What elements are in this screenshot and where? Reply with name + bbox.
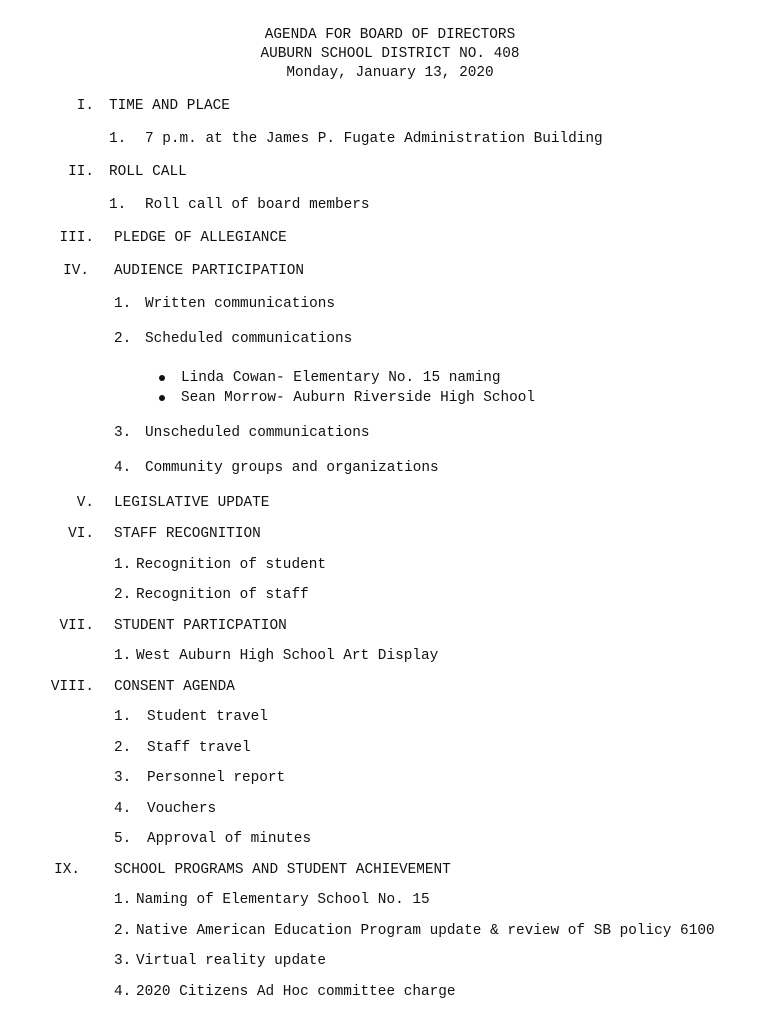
header-district: AUBURN SCHOOL DISTRICT NO. 408 (260, 46, 520, 62)
header-title: AGENDA FOR BOARD OF DIRECTORS (264, 27, 516, 43)
item-text: 2020 Citizens Ad Hoc committee charge (136, 984, 456, 1000)
item-text: Community groups and organizations (145, 460, 439, 476)
section-numeral: II. (68, 164, 94, 180)
agenda-header (0, 26, 770, 83)
section-numeral: VI. (68, 526, 94, 542)
section-title: ROLL CALL (109, 164, 187, 180)
item-number: 1. (114, 557, 132, 573)
item-text: Recognition of staff (136, 587, 309, 603)
item-number: 1. (114, 648, 132, 664)
bullet-text: Sean Morrow- Auburn Riverside High School (181, 390, 536, 406)
item-number: 1. (114, 296, 132, 312)
item-number: 3. (114, 770, 132, 786)
item-text: Written communications (145, 296, 335, 312)
item-number: 3. (114, 425, 132, 441)
item-number: 4. (114, 460, 132, 476)
item-number: 2. (114, 331, 132, 347)
section-title: CONSENT AGENDA (114, 679, 235, 695)
section-numeral: IX. (54, 862, 80, 878)
item-text: Recognition of student (136, 557, 326, 573)
section-title: STAFF RECOGNITION (114, 526, 261, 542)
section-numeral: III. (59, 230, 94, 246)
section-title: LEGISLATIVE UPDATE (114, 495, 270, 511)
item-number: 4. (114, 984, 132, 1000)
item-number: 2. (114, 740, 132, 756)
item-text: Naming of Elementary School No. 15 (136, 892, 430, 908)
item-number: 1. (114, 892, 132, 908)
section-numeral: IV. (63, 263, 89, 279)
item-text: Virtual reality update (136, 953, 326, 969)
item-number: 1. (109, 131, 127, 147)
bullet-text: Linda Cowan- Elementary No. 15 naming (181, 370, 501, 386)
item-text: Native American Education Program update & review of SB policy 6100 (136, 923, 715, 939)
item-number: 2. (114, 587, 132, 603)
section-title: TIME AND PLACE (109, 98, 230, 114)
section-title: PLEDGE OF ALLEGIANCE (114, 230, 287, 246)
item-text: West Auburn High School Art Display (136, 648, 439, 664)
item-text: Unscheduled communications (145, 425, 370, 441)
section-title: SCHOOL PROGRAMS AND STUDENT ACHIEVEMENT (114, 862, 451, 878)
item-number: 1. (109, 197, 127, 213)
bullet-icon (159, 395, 165, 401)
item-number: 2. (114, 923, 132, 939)
item-text: 7 p.m. at the James P. Fugate Administration Building (145, 131, 603, 147)
item-text: Personnel report (147, 770, 286, 786)
bullet-icon (159, 375, 165, 381)
item-number: 1. (114, 709, 132, 725)
section-numeral: VIII. (50, 679, 94, 695)
item-number: 3. (114, 953, 132, 969)
item-text: Vouchers (147, 801, 217, 817)
section-title: AUDIENCE PARTICIPATION (114, 263, 304, 279)
item-text: Roll call of board members (145, 197, 370, 213)
header-date: Monday, January 13, 2020 (286, 65, 494, 81)
item-text: Approval of minutes (147, 831, 312, 847)
item-number: 5. (114, 831, 132, 847)
item-text: Staff travel (147, 740, 251, 756)
section-numeral: V. (76, 495, 94, 511)
item-text: Scheduled communications (145, 331, 353, 347)
section-numeral: I. (76, 98, 94, 114)
section-title: STUDENT PARTICPATION (114, 618, 287, 634)
section-numeral: VII. (59, 618, 94, 634)
item-number: 4. (114, 801, 132, 817)
item-text: Student travel (147, 709, 268, 725)
